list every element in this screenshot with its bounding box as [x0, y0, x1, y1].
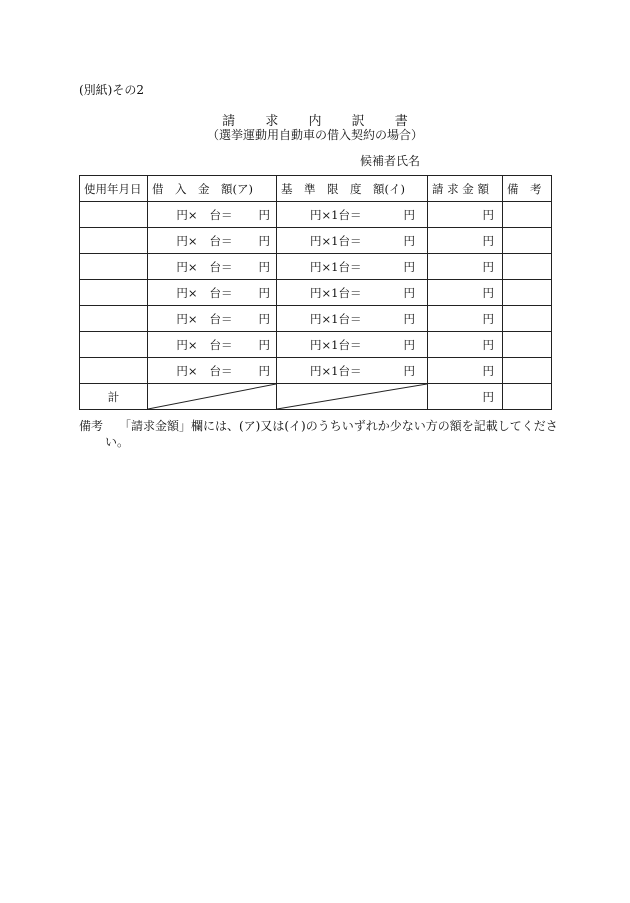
limit-yen: 円	[403, 337, 415, 352]
total-remarks-cell	[503, 384, 552, 410]
limit-yen: 円	[403, 285, 415, 300]
rent-unit: 台＝	[209, 363, 233, 378]
rent-unit: 台＝	[209, 337, 233, 352]
claim-amount-cell[interactable]: 円	[428, 202, 503, 228]
remarks-cell[interactable]	[503, 280, 552, 306]
claim-amount-cell[interactable]: 円	[428, 254, 503, 280]
limit-expr: 円×1台＝	[310, 285, 362, 300]
remarks-cell[interactable]	[503, 306, 552, 332]
rent-unit: 台＝	[209, 285, 233, 300]
remarks-cell[interactable]	[503, 254, 552, 280]
rent-yen: 円×	[176, 207, 198, 222]
rental-amount-cell[interactable]	[148, 202, 277, 228]
table-row	[80, 332, 552, 358]
remarks-line: い。	[105, 435, 130, 449]
rental-amount-cell[interactable]	[148, 280, 277, 306]
limit-expr: 円×1台＝	[310, 259, 362, 274]
header-remarks: 備 考	[503, 176, 552, 202]
limit-expr: 円×1台＝	[310, 337, 362, 352]
usage-date-cell[interactable]	[80, 228, 148, 254]
header-usage-date: 使用年月日	[80, 176, 148, 202]
rent-yen: 円×	[176, 337, 198, 352]
diagonal-cell	[277, 384, 428, 410]
rent-yen: 円×	[176, 259, 198, 274]
table-header-row	[80, 176, 552, 202]
header-claim-amount: 請 求 金 額	[428, 176, 503, 202]
total-row	[80, 384, 552, 410]
rent-yen-total: 円	[258, 259, 270, 274]
standard-limit-cell[interactable]	[277, 280, 428, 306]
rent-yen-total: 円	[258, 363, 270, 378]
table-row	[80, 202, 552, 228]
limit-yen: 円	[403, 259, 415, 274]
candidate-name-label: 候補者氏名	[360, 154, 421, 168]
rent-yen-total: 円	[258, 207, 270, 222]
table-row	[80, 254, 552, 280]
rent-yen-total: 円	[258, 285, 270, 300]
limit-yen: 円	[403, 207, 415, 222]
diagonal-cell	[148, 384, 277, 410]
remarks-label: 備考	[79, 419, 104, 433]
rent-unit: 台＝	[209, 311, 233, 326]
standard-limit-cell[interactable]	[277, 254, 428, 280]
rental-amount-cell[interactable]	[148, 306, 277, 332]
limit-yen: 円	[403, 363, 415, 378]
page-label: (別紙)その2	[79, 83, 144, 97]
limit-expr: 円×1台＝	[310, 363, 362, 378]
header-standard-limit: 基 準 限 度 額(イ)	[277, 176, 428, 202]
claim-amount-cell[interactable]: 円	[428, 280, 503, 306]
document-subtitle: （選挙運動用自動車の借入契約の場合）	[206, 128, 423, 142]
remarks-cell[interactable]	[503, 358, 552, 384]
usage-date-cell[interactable]	[80, 280, 148, 306]
rental-amount-cell[interactable]	[148, 332, 277, 358]
rent-yen: 円×	[176, 311, 198, 326]
standard-limit-cell[interactable]	[277, 358, 428, 384]
limit-yen: 円	[403, 233, 415, 248]
total-label: 計	[80, 384, 148, 410]
usage-date-cell[interactable]	[80, 254, 148, 280]
rent-yen-total: 円	[258, 311, 270, 326]
usage-date-cell[interactable]	[80, 358, 148, 384]
rental-amount-cell[interactable]	[148, 358, 277, 384]
limit-expr: 円×1台＝	[310, 311, 362, 326]
claim-amount-cell[interactable]: 円	[428, 332, 503, 358]
title-char: 請	[222, 114, 236, 129]
usage-date-cell[interactable]	[80, 332, 148, 358]
usage-date-cell[interactable]	[80, 306, 148, 332]
title-char: 書	[394, 114, 408, 129]
limit-expr: 円×1台＝	[310, 207, 362, 222]
rent-yen-total: 円	[258, 337, 270, 352]
rent-yen: 円×	[176, 363, 198, 378]
total-claim-cell: 円	[428, 384, 503, 410]
remarks-cell[interactable]	[503, 202, 552, 228]
rent-yen: 円×	[176, 233, 198, 248]
table-row	[80, 306, 552, 332]
standard-limit-cell[interactable]	[277, 332, 428, 358]
claim-amount-cell[interactable]: 円	[428, 228, 503, 254]
rent-yen: 円×	[176, 285, 198, 300]
rent-unit: 台＝	[209, 233, 233, 248]
header-rental-amount: 借 入 金 額(ア)	[148, 176, 277, 202]
rental-amount-cell[interactable]	[148, 228, 277, 254]
title-char: 内	[308, 114, 322, 129]
remarks-cell[interactable]	[503, 228, 552, 254]
rental-amount-cell[interactable]	[148, 254, 277, 280]
claim-breakdown-table	[79, 175, 552, 410]
standard-limit-cell[interactable]	[277, 306, 428, 332]
limit-yen: 円	[403, 311, 415, 326]
table-row	[80, 280, 552, 306]
table-row	[80, 358, 552, 384]
remarks-note	[79, 418, 559, 450]
table-row	[80, 228, 552, 254]
remarks-line: 「請求金額」欄には、(ア)又は(イ)のうちいずれか少ない方の額を記載してくださ	[119, 419, 558, 433]
rent-unit: 台＝	[209, 207, 233, 222]
title-char: 求	[265, 114, 279, 129]
remarks-cell[interactable]	[503, 332, 552, 358]
rent-yen-total: 円	[258, 233, 270, 248]
claim-amount-cell[interactable]: 円	[428, 358, 503, 384]
claim-amount-cell[interactable]: 円	[428, 306, 503, 332]
limit-expr: 円×1台＝	[310, 233, 362, 248]
rent-unit: 台＝	[209, 259, 233, 274]
standard-limit-cell[interactable]	[277, 202, 428, 228]
usage-date-cell[interactable]	[80, 202, 148, 228]
standard-limit-cell[interactable]	[277, 228, 428, 254]
title-char: 訳	[351, 114, 365, 129]
